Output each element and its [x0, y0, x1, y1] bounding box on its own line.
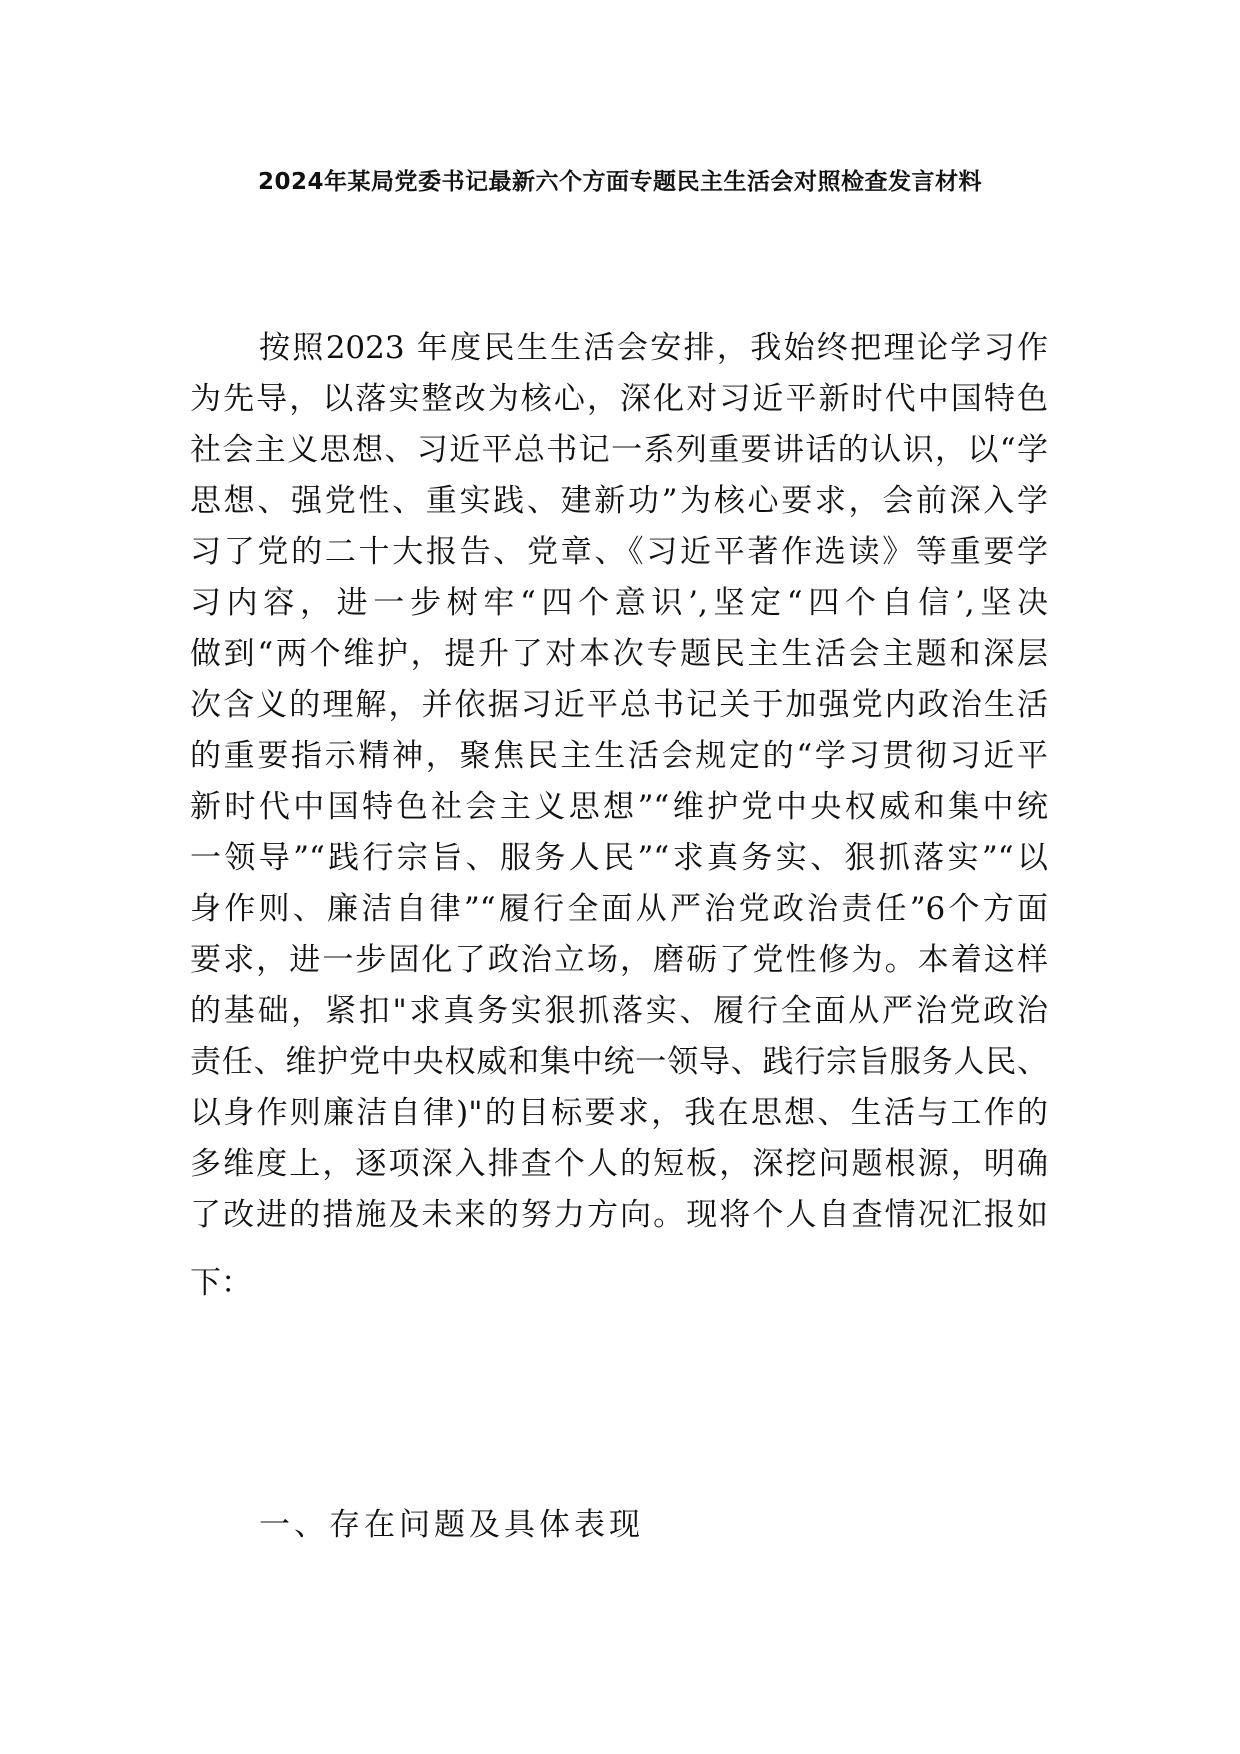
paragraph-line: 一领导”“践行宗旨、服务人民”“求真务实、狠抓落实”“以 [190, 840, 1048, 876]
paragraph-line: 以身作则廉洁自律)"的目标要求，我在思想、生活与工作的 [190, 1095, 1048, 1131]
paragraph-line: 新时代中国特色社会主义思想”“维护党中央权威和集中统 [190, 789, 1048, 825]
section-heading: 一、存在问题及具体表现 [259, 1507, 644, 1543]
paragraph-line: 思想、强党性、重实践、建新功”为核心要求，会前深入学 [190, 483, 1048, 519]
paragraph-line: 次含义的理解，并依据习近平总书记关于加强党内政治生活 [190, 687, 1048, 723]
document-title: 2024年某局党委书记最新六个方面专题民主生活会对照检查发言材料 [257, 169, 982, 195]
paragraph-line: 责任、维护党中央权威和集中统一领导、践行宗旨服务人民、 [190, 1044, 1048, 1080]
paragraph-line: 习内容，进一步树牢“四个意识’,坚定“四个自信’,坚决 [190, 585, 1048, 621]
paragraph-line: 身作则、廉洁自律”“履行全面从严治党政治责任”6个方面 [190, 891, 1048, 927]
paragraph-line: 按照2023 年度民生生活会安排，我始终把理论学习作 [259, 330, 1048, 366]
paragraph-line: 做到“两个维护，提升了对本次专题民主生活会主题和深层 [190, 636, 1048, 672]
paragraph-line: 的基础，紧扣"求真务实狠抓落实、履行全面从严治党政治 [190, 993, 1048, 1029]
paragraph-line: 了改进的措施及未来的努力方向。现将个人自查情况汇报如 [190, 1197, 1048, 1233]
paragraph-line: 为先导，以落实整改为核心，深化对习近平新时代中国特色 [190, 381, 1048, 417]
paragraph-line: 要求，进一步固化了政治立场，磨砺了党性修为。本着这样 [190, 942, 1048, 978]
paragraph-line: 的重要指示精神，聚焦民主生活会规定的“学习贯彻习近平 [190, 738, 1048, 774]
paragraph-line: 社会主义思想、习近平总书记一系列重要讲话的认识，以“学 [190, 432, 1048, 468]
paragraph-line: 习了党的二十大报告、党章、《习近平著作选读》等重要学 [190, 534, 1048, 570]
paragraph-line: 多维度上，逐项深入排查个人的短板，深挖问题根源，明确 [190, 1146, 1048, 1182]
paragraph-line: 下： [190, 1265, 252, 1301]
